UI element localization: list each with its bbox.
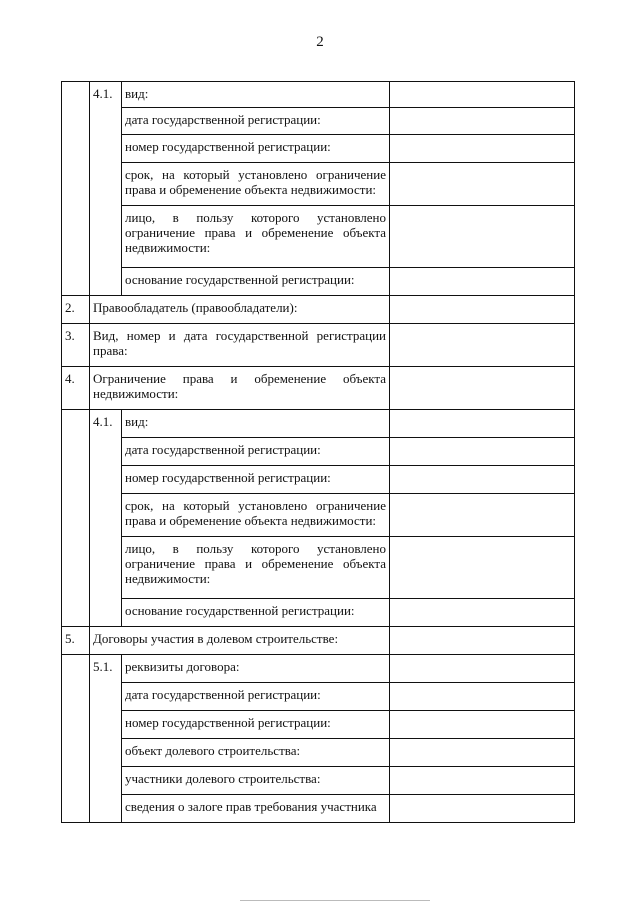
table-row — [62, 410, 575, 438]
row-subnumber-cell — [90, 108, 122, 135]
row-number-cell — [62, 163, 90, 206]
row-value-cell[interactable] — [390, 599, 575, 627]
row-label-cell: Ограничение права и обременение объекта недвижимости: — [90, 367, 390, 410]
row-label-cell: сведения о залоге прав требования участника — [122, 795, 390, 823]
row-subnumber-cell — [90, 711, 122, 739]
table-row — [62, 296, 575, 324]
table-row — [62, 163, 575, 206]
row-label-cell: Договоры участия в долевом строительстве: — [90, 627, 390, 655]
row-label-cell: номер государственной регистрации: — [122, 466, 390, 494]
table-row — [62, 494, 575, 537]
row-label-cell: дата государственной регистрации: — [122, 683, 390, 711]
row-value-cell[interactable] — [390, 627, 575, 655]
row-label-cell: реквизиты договора: — [122, 655, 390, 683]
row-number-cell — [62, 82, 90, 108]
row-label-cell: объект долевого строительства: — [122, 739, 390, 767]
row-label-cell: срок, на который установлено ограничение права и обременение объекта недвижимости: — [122, 163, 390, 206]
row-label-cell: лицо, в пользу которого установлено ограничение права и обременение объекта недвижимости: — [122, 206, 390, 268]
row-number-cell — [62, 683, 90, 711]
page-number: 2 — [316, 34, 324, 50]
row-subnumber-cell — [90, 537, 122, 599]
row-value-cell[interactable] — [390, 466, 575, 494]
table-row — [62, 367, 575, 410]
table-row — [62, 739, 575, 767]
row-value-cell[interactable] — [390, 367, 575, 410]
table-row — [62, 683, 575, 711]
row-value-cell[interactable] — [390, 795, 575, 823]
row-number-cell — [62, 795, 90, 823]
table-row — [62, 711, 575, 739]
table-row — [62, 795, 575, 823]
row-value-cell[interactable] — [390, 438, 575, 466]
table-row — [62, 82, 575, 108]
row-number-cell — [62, 767, 90, 795]
row-label-cell: номер государственной регистрации: — [122, 711, 390, 739]
row-number-cell — [62, 711, 90, 739]
table-row — [62, 599, 575, 627]
row-subnumber-cell — [90, 466, 122, 494]
row-value-cell[interactable] — [390, 108, 575, 135]
row-number-cell — [62, 537, 90, 599]
row-label-cell: номер государственной регистрации: — [122, 135, 390, 163]
row-number-cell — [62, 655, 90, 683]
row-subnumber-cell — [90, 268, 122, 296]
table-row — [62, 466, 575, 494]
table-row — [62, 438, 575, 466]
row-label-cell: вид: — [122, 410, 390, 438]
table-row — [62, 324, 575, 367]
row-label-cell: основание государственной регистрации: — [122, 599, 390, 627]
row-subnumber-cell — [90, 163, 122, 206]
table-row — [62, 206, 575, 268]
row-number-cell — [62, 135, 90, 163]
row-value-cell[interactable] — [390, 655, 575, 683]
table-row — [62, 655, 575, 683]
row-subnumber-cell — [90, 206, 122, 268]
row-value-cell[interactable] — [390, 683, 575, 711]
row-label-cell: Вид, номер и дата государственной регистрации права: — [90, 324, 390, 367]
row-subnumber-cell — [90, 494, 122, 537]
row-number-cell — [62, 599, 90, 627]
row-value-cell[interactable] — [390, 82, 575, 108]
table-row — [62, 108, 575, 135]
row-subnumber-cell: 4.1. — [90, 82, 122, 108]
row-number-cell — [62, 410, 90, 438]
row-label-cell: срок, на который установлено ограничение права и обременение объекта недвижимости: — [122, 494, 390, 537]
row-value-cell[interactable] — [390, 324, 575, 367]
row-label-cell: участники долевого строительства: — [122, 767, 390, 795]
row-number-cell: 4. — [62, 367, 90, 410]
row-label-cell: дата государственной регистрации: — [122, 438, 390, 466]
row-subnumber-cell — [90, 135, 122, 163]
row-label-cell: дата государственной регистрации: — [122, 108, 390, 135]
row-number-cell — [62, 268, 90, 296]
row-subnumber-cell — [90, 795, 122, 823]
row-value-cell[interactable] — [390, 711, 575, 739]
table-row — [62, 767, 575, 795]
row-value-cell[interactable] — [390, 206, 575, 268]
row-subnumber-cell: 4.1. — [90, 410, 122, 438]
table-row — [62, 135, 575, 163]
row-subnumber-cell — [90, 599, 122, 627]
row-label-cell: вид: — [122, 82, 390, 108]
row-label-cell: Правообладатель (правообладатели): — [90, 296, 390, 324]
row-number-cell: 2. — [62, 296, 90, 324]
row-value-cell[interactable] — [390, 163, 575, 206]
row-value-cell[interactable] — [390, 296, 575, 324]
row-number-cell — [62, 739, 90, 767]
row-number-cell — [62, 494, 90, 537]
row-label-cell: основание государственной регистрации: — [122, 268, 390, 296]
row-subnumber-cell — [90, 683, 122, 711]
row-number-cell: 5. — [62, 627, 90, 655]
row-value-cell[interactable] — [390, 135, 575, 163]
row-value-cell[interactable] — [390, 494, 575, 537]
row-number-cell — [62, 438, 90, 466]
row-number-cell — [62, 206, 90, 268]
table-row — [62, 537, 575, 599]
row-value-cell[interactable] — [390, 410, 575, 438]
table-row — [62, 268, 575, 296]
row-value-cell[interactable] — [390, 739, 575, 767]
row-number-cell — [62, 108, 90, 135]
row-subnumber-cell — [90, 739, 122, 767]
row-label-cell: лицо, в пользу которого установлено ограничение права и обременение объекта недвижимости: — [122, 537, 390, 599]
row-number-cell: 3. — [62, 324, 90, 367]
row-value-cell[interactable] — [390, 268, 575, 296]
row-number-cell — [62, 466, 90, 494]
scan-artifact-line — [240, 900, 430, 901]
row-value-cell[interactable] — [390, 767, 575, 795]
table-row — [62, 627, 575, 655]
row-subnumber-cell — [90, 438, 122, 466]
form-table — [61, 81, 575, 823]
row-value-cell[interactable] — [390, 537, 575, 599]
row-subnumber-cell — [90, 767, 122, 795]
row-subnumber-cell: 5.1. — [90, 655, 122, 683]
